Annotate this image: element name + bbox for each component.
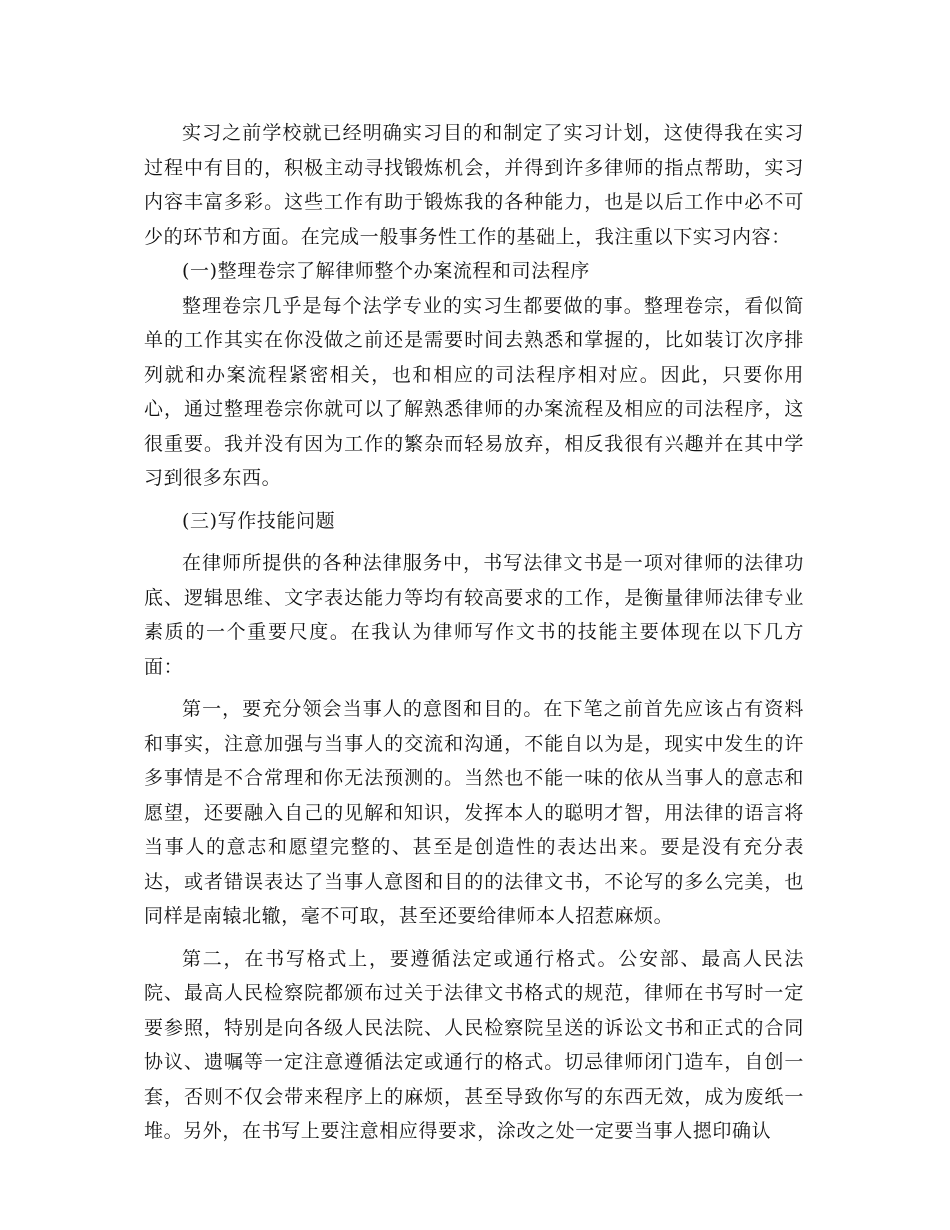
paragraph-writing-skills: 在律师所提供的各种法律服务中，书写法律文书是一项对律师的法律功底、逻辑思维、文字表达能力等均有较高要求的工作，是衡量律师法律专业素质的一个重要尺度。在我认为律师写作文书的技能主要体现在以下几方面： (144, 552, 804, 678)
paragraph-intro: 实习之前学校就已经明确实习目的和制定了实习计划，这使得我在实习过程中有目的，积极主动寻找锻炼机会，并得到许多律师的指点帮助，实习内容丰富多彩。这些工作有助于锻炼我的各种能力，也是以后工作中必不可少的环节和方面。在完成一般事务性工作的基础上，我注重以下实习内容： (144, 122, 804, 248)
section-heading-3: (三)写作技能问题 (182, 509, 336, 532)
section-heading-1: (一)整理卷宗了解律师整个办案流程和司法程序 (182, 260, 591, 282)
spacer (144, 934, 804, 942)
spacer (144, 496, 804, 504)
paragraph-point-one: 第一，要充分领会当事人的意图和目的。在下笔之前首先应该占有资料和事实，注意加强与当事人的交流和沟通，不能自以为是，现实中发生的许多事情是不合常理和你无法预测的。当然也不能一味的依从当事人的意志和愿望，还要融入自己的见解和知识，发挥本人的聪明才智，用法律的语言将当事人的意志和愿望完整的、甚至是创造性的表达出来。要是没有充分表达，或者错误表达了当事人意图和目的的法律文书，不论写的多么完美，也同样是南辕北辙，毫不可取，甚至还要给律师本人招惹麻烦。 (144, 698, 804, 927)
spacer (144, 538, 804, 546)
document-body (144, 116, 804, 1149)
spacer (144, 684, 804, 692)
paragraph-point-two: 第二，在书写格式上，要遵循法定或通行格式。公安部、最高人民法院、最高人民检察院都颁布过关于法律文书格式的规范，律师在书写时一定要参照，特别是向各级人民法院、人民检察院呈送的诉讼文书和正式的合同协议、遗嘱等一定注意遵循法定或通行的格式。切忌律师闭门造车，自创一套，否则不仅会带来程序上的麻烦，甚至导致你写的东西无效，成为废纸一堆。另外，在书写上要注意相应得要求，涂改之处一定要当事人摁印确认 (144, 947, 804, 1142)
paragraph-filing: 整理卷宗几乎是每个法学专业的实习生都要做的事。整理卷宗，看似简单的工作其实在你没做之前还是需要时间去熟悉和掌握的，比如装订次序排列就和办案流程紧密相关，也和相应的司法程序相对应。因此，只要你用心，通过整理卷宗你就可以了解熟悉律师的办案流程及相应的司法程序，这很重要。我并没有因为工作的繁杂而轻易放弃，相反我很有兴趣并在其中学习到很多东西。 (144, 294, 804, 489)
